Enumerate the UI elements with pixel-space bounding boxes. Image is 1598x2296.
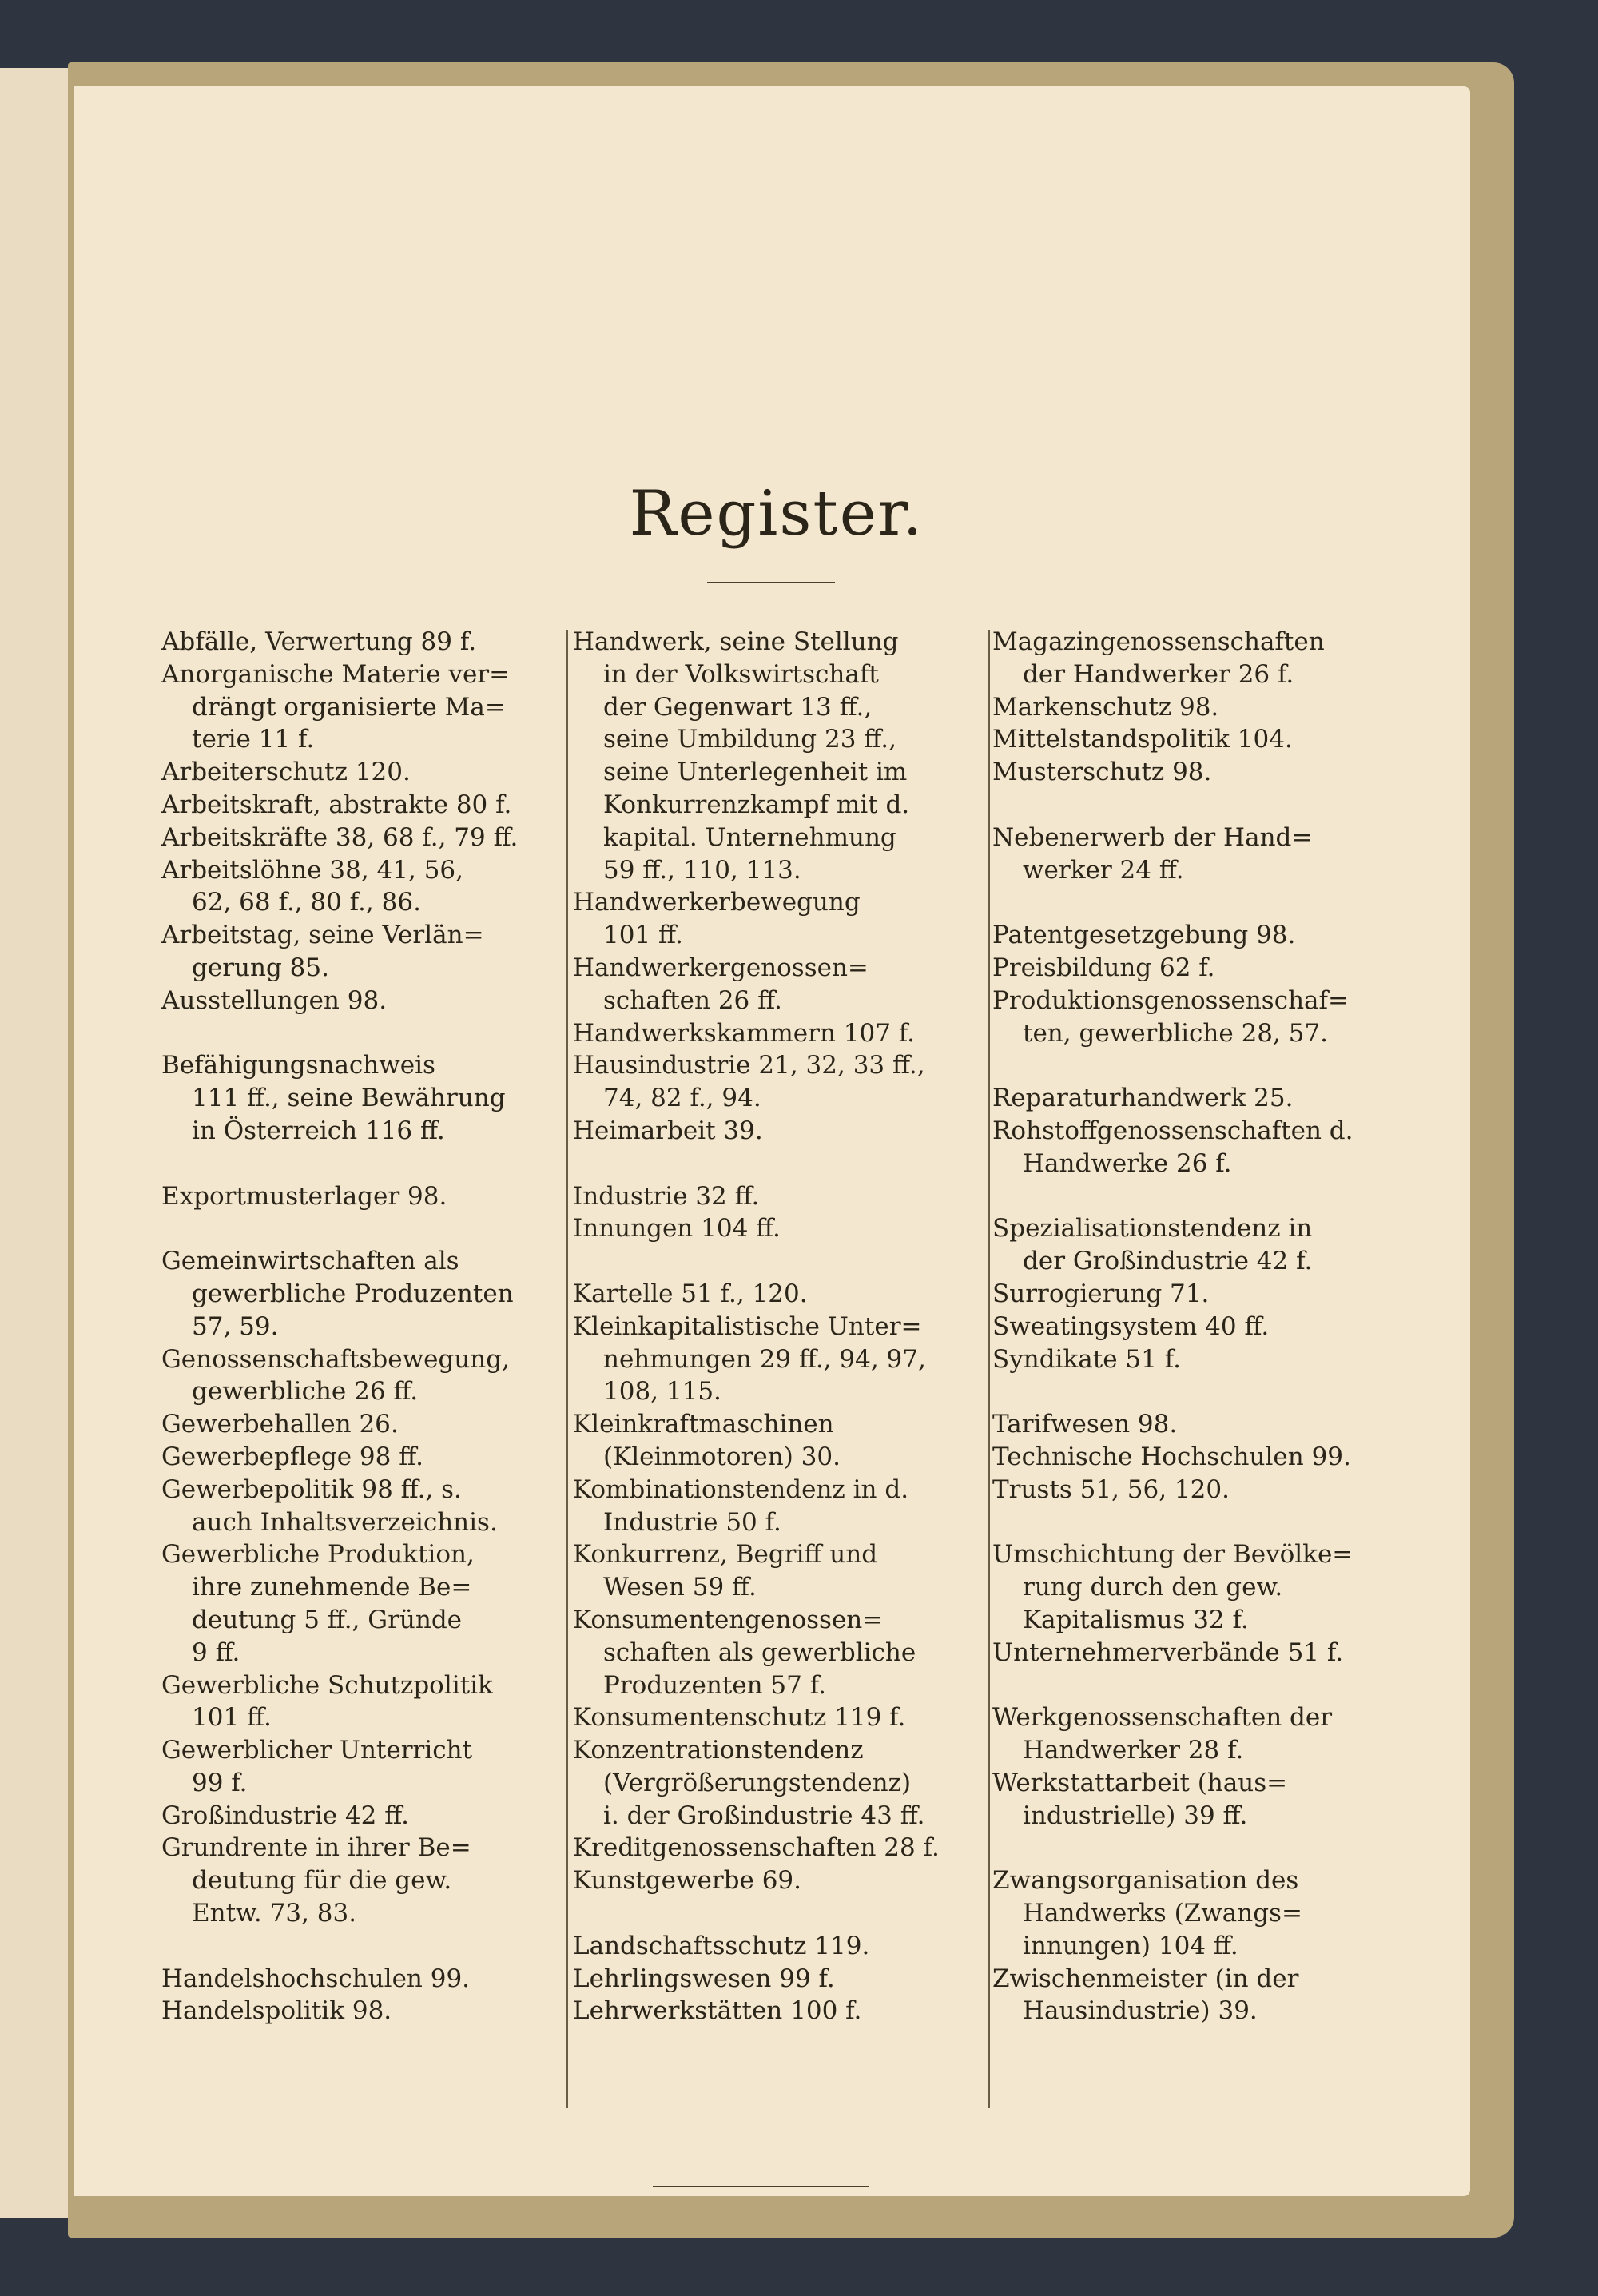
entry-gap: [573, 1148, 998, 1180]
index-entry-continuation: rung durch den gew.: [1023, 1573, 1283, 1602]
index-entry-continuation: schaften als gewerbliche: [603, 1637, 916, 1667]
index-entry-continuation: Produzenten 57 f.: [603, 1670, 826, 1700]
entry-gap: [992, 1506, 1424, 1539]
index-entry-continuation: terie 11 f.: [192, 725, 315, 754]
index-entry: Arbeiterschutz 120.: [161, 758, 411, 787]
index-entry: Exportmusterlager 98.: [161, 1181, 447, 1211]
index-entry-continuation: 111 ff., seine Bewährung: [192, 1084, 506, 1113]
page-title: Register.: [629, 478, 924, 550]
index-column-2: [573, 626, 998, 2027]
index-entry-continuation: gewerbliche Produzenten: [192, 1279, 514, 1308]
index-entry-continuation: in Österreich 116 ff.: [192, 1116, 445, 1145]
index-entry-continuation: 101 ff.: [192, 1703, 272, 1733]
index-entry-continuation: Kapitalismus 32 f.: [1023, 1605, 1249, 1634]
index-entry: Konsumentengenossen=: [573, 1605, 884, 1634]
index-entry: Syndikate 51 f.: [992, 1344, 1181, 1374]
index-entry: Werkgenossenschaften der: [992, 1703, 1333, 1733]
index-entry-continuation: ihre zunehmende Be=: [192, 1573, 472, 1602]
index-entry: Gemeinwirtschaften als: [161, 1247, 459, 1276]
index-entry: Produktionsgenossenschaf=: [992, 985, 1349, 1015]
index-entry-continuation: 9 ff.: [192, 1637, 240, 1667]
index-entry-continuation: kapital. Unternehmung: [603, 822, 896, 852]
index-entry-continuation: schaften 26 ff.: [603, 985, 782, 1015]
index-entry: Befähigungsnachweis: [161, 1051, 435, 1080]
index-entry-continuation: Hausindustrie) 39.: [1023, 1996, 1258, 2026]
index-entry-continuation: 99 f.: [192, 1768, 248, 1797]
index-entry-continuation: seine Umbildung 23 ff.,: [603, 725, 896, 754]
index-entry: Kreditgenossenschaften 28 f.: [573, 1833, 940, 1863]
index-entry: Gewerbehallen 26.: [161, 1410, 399, 1439]
title-rule: [707, 582, 835, 583]
index-entry: Zwischenmeister (in der: [992, 1964, 1299, 1993]
index-entry-continuation: gewerbliche 26 ff.: [192, 1377, 419, 1407]
index-entry: Gewerblicher Unterricht: [161, 1736, 473, 1765]
index-entry: Werkstattarbeit (haus=: [992, 1768, 1288, 1797]
index-column-1: [161, 626, 577, 2027]
index-entry: Großindustrie 42 ff.: [161, 1801, 410, 1830]
index-entry: Kleinkapitalistische Unter=: [573, 1311, 922, 1341]
entry-gap: [161, 1148, 577, 1180]
index-entry: Unternehmerverbände 51 f.: [992, 1637, 1344, 1667]
index-entry: Kunstgewerbe 69.: [573, 1866, 802, 1896]
index-entry-continuation: werker 24 ff.: [1023, 855, 1184, 885]
index-entry-continuation: der Gegenwart 13 ff.,: [603, 692, 873, 722]
index-entry-continuation: ten, gewerbliche 28, 57.: [1023, 1018, 1329, 1048]
index-entry-continuation: industrielle) 39 ff.: [1023, 1801, 1248, 1830]
index-entry-continuation: seine Unterlegenheit im: [603, 758, 908, 787]
index-entry: Heimarbeit 39.: [573, 1116, 763, 1145]
entry-gap: [161, 1212, 577, 1245]
index-entry: Anorganische Materie ver=: [161, 659, 511, 689]
index-entry: Handwerkerbewegung: [573, 888, 861, 917]
entry-gap: [992, 1049, 1424, 1082]
index-entry: Preisbildung 62 f.: [992, 953, 1215, 982]
entry-gap: [992, 1375, 1424, 1408]
index-entry: Nebenerwerb der Hand=: [992, 822, 1313, 852]
entry-gap: [161, 1017, 577, 1050]
index-entry-continuation: deutung 5 ff., Gründe: [192, 1605, 463, 1634]
index-entry-continuation: Wesen 59 ff.: [603, 1573, 757, 1602]
index-entry: Umschichtung der Bevölke=: [992, 1540, 1354, 1570]
index-entry-continuation: i. der Großindustrie 43 ff.: [603, 1801, 925, 1830]
entry-gap: [992, 1832, 1424, 1864]
index-entry: Innungen 104 ff.: [573, 1214, 781, 1244]
index-entry-continuation: auch Inhaltsverzeichnis.: [192, 1507, 498, 1537]
entry-gap: [161, 1930, 577, 1963]
index-entry: Markenschutz 98.: [992, 692, 1219, 722]
index-entry: Gewerbepolitik 98 ff., s.: [161, 1474, 462, 1504]
index-entry: Gewerbepflege 98 ff.: [161, 1442, 423, 1471]
index-entry-continuation: gerung 85.: [192, 953, 329, 982]
index-entry-continuation: 108, 115.: [603, 1377, 721, 1407]
index-entry-continuation: Handwerker 28 f.: [1023, 1736, 1244, 1765]
index-entry: Industrie 32 ff.: [573, 1181, 760, 1211]
index-entry-continuation: drängt organisierte Ma=: [192, 692, 506, 722]
index-entry: Kartelle 51 f., 120.: [573, 1279, 808, 1308]
index-entry-continuation: der Handwerker 26 f.: [1023, 659, 1294, 689]
index-entry: Arbeitskräfte 38, 68 f., 79 ff.: [161, 822, 519, 852]
index-entry-continuation: deutung für die gew.: [192, 1866, 452, 1896]
left-page-edge: [0, 68, 78, 2218]
entry-gap: [992, 1669, 1424, 1702]
index-entry: Arbeitstag, seine Verlän=: [161, 921, 484, 950]
index-entry-continuation: der Großindustrie 42 f.: [1023, 1247, 1313, 1276]
index-entry: Reparaturhandwerk 25.: [992, 1084, 1294, 1113]
index-entry: Genossenschaftsbewegung,: [161, 1344, 510, 1374]
index-entry-continuation: (Vergrößerungstendenz): [603, 1768, 912, 1797]
index-entry: Abfälle, Verwertung 89 f.: [161, 627, 477, 656]
index-entry: Handwerkskammern 107 f.: [573, 1018, 916, 1048]
entry-gap: [992, 886, 1424, 919]
index-entry-continuation: Handwerke 26 f.: [1023, 1148, 1232, 1178]
index-entry: Konkurrenz, Begriff und: [573, 1540, 878, 1570]
index-entry: Ausstellungen 98.: [161, 985, 388, 1015]
index-entry: Technische Hochschulen 99.: [992, 1442, 1351, 1471]
entry-gap: [992, 1180, 1424, 1213]
index-entry-continuation: 62, 68 f., 80 f., 86.: [192, 888, 421, 917]
index-entry-continuation: Handwerks (Zwangs=: [1023, 1899, 1302, 1928]
index-entry: Lehrwerkstätten 100 f.: [573, 1996, 862, 2026]
index-column-3: [992, 626, 1424, 2027]
index-entry-continuation: (Kleinmotoren) 30.: [603, 1442, 841, 1471]
page: [74, 86, 1470, 2196]
index-entry: Rohstoffgenossenschaften d.: [992, 1116, 1354, 1145]
index-entry-continuation: innungen) 104 ff.: [1023, 1931, 1238, 1960]
index-entry: Konzentrationstendenz: [573, 1736, 864, 1765]
index-entry-continuation: nehmungen 29 ff., 94, 97,: [603, 1344, 926, 1374]
index-entry: Arbeitskraft, abstrakte 80 f.: [161, 790, 512, 819]
index-entry: Tarifwesen 98.: [992, 1410, 1178, 1439]
index-entry: Spezialisationstendenz in: [992, 1214, 1313, 1244]
index-entry: Grundrente in ihrer Be=: [161, 1833, 471, 1863]
index-entry: Patentgesetzgebung 98.: [992, 921, 1296, 950]
index-entry-continuation: Industrie 50 f.: [603, 1507, 781, 1537]
index-entry: Zwangsorganisation des: [992, 1866, 1299, 1896]
index-entry-continuation: Konkurrenzkampf mit d.: [603, 790, 910, 819]
index-entry: Sweatingsystem 40 ff.: [992, 1311, 1270, 1341]
index-entry: Surrogierung 71.: [992, 1279, 1210, 1308]
index-entry: Mittelstandspolitik 104.: [992, 725, 1293, 754]
index-entry: Kombinationstendenz in d.: [573, 1474, 909, 1504]
column-divider: [566, 630, 568, 2108]
column-divider: [988, 630, 990, 2108]
index-entry-continuation: 101 ff.: [603, 921, 683, 950]
index-entry: Handelshochschulen 99.: [161, 1964, 471, 1993]
index-entry: Musterschutz 98.: [992, 758, 1212, 787]
index-entry: Trusts 51, 56, 120.: [992, 1474, 1230, 1504]
index-entry-continuation: 57, 59.: [192, 1311, 279, 1341]
index-entry: Arbeitslöhne 38, 41, 56,: [161, 855, 463, 885]
index-entry: Konsumentenschutz 119 f.: [573, 1703, 906, 1733]
entry-gap: [573, 1245, 998, 1278]
index-entry-continuation: 59 ff., 110, 113.: [603, 855, 801, 885]
index-entry-continuation: in der Volkswirtschaft: [603, 659, 879, 689]
index-entry: Hausindustrie 21, 32, 33 ff.,: [573, 1051, 925, 1080]
index-entry: Handwerk, seine Stellung: [573, 627, 899, 656]
index-entry: Lehrlingswesen 99 f.: [573, 1964, 835, 1993]
index-entry: Landschaftsschutz 119.: [573, 1931, 870, 1960]
entry-gap: [992, 789, 1424, 822]
bottom-rule: [653, 2186, 869, 2187]
index-entry: Handwerkergenossen=: [573, 953, 869, 982]
index-entry-continuation: 74, 82 f., 94.: [603, 1084, 761, 1113]
index-entry: Kleinkraftmaschinen: [573, 1410, 834, 1439]
index-entry: Gewerbliche Schutzpolitik: [161, 1670, 493, 1700]
entry-gap: [573, 1897, 998, 1930]
index-entry-continuation: Entw. 73, 83.: [192, 1899, 357, 1928]
index-entry: Handelspolitik 98.: [161, 1996, 392, 2026]
index-entry: Gewerbliche Produktion,: [161, 1540, 475, 1570]
index-entry: Magazingenossenschaften: [992, 627, 1325, 656]
